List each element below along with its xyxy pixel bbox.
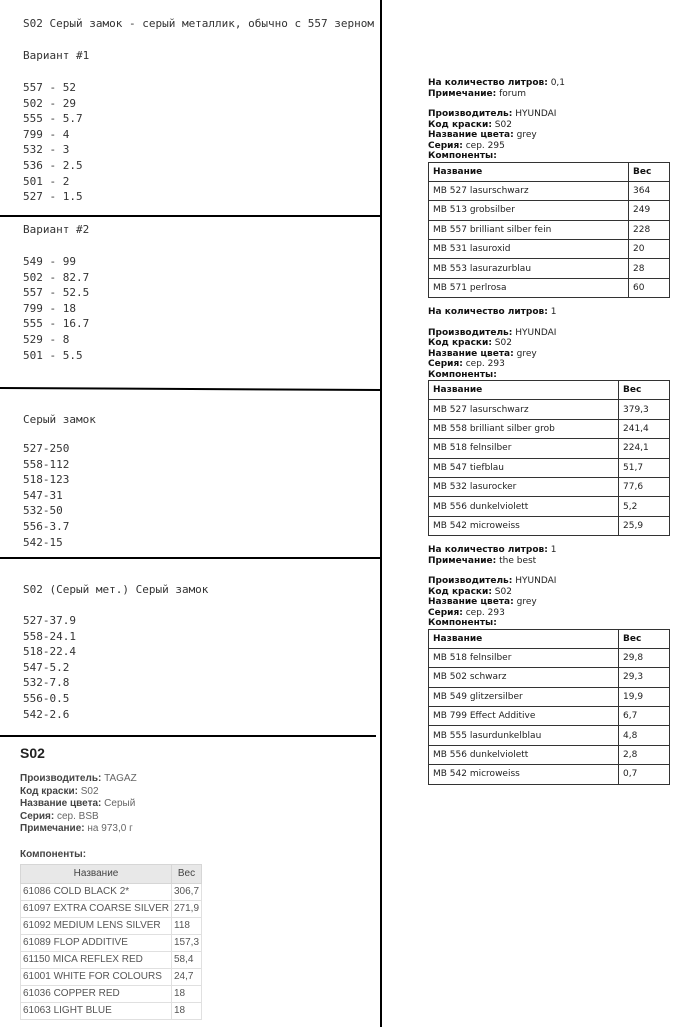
table-row: MB 518 felnsilber 224,1 [429, 439, 670, 458]
s02-grey-met-block [23, 582, 373, 722]
recipe-2 [428, 307, 670, 536]
table-row: 61036 COPPER RED 18 [21, 985, 202, 1002]
formula-line: 527 - 1.5 [23, 190, 83, 204]
table-row: MB 502 schwarz 29,3 [429, 668, 670, 687]
recipe-1 [428, 78, 670, 298]
table-header-row: Название Вес [429, 629, 670, 648]
formula-line: 529 - 8 [23, 332, 70, 346]
note-field: Примечание: the best [428, 555, 537, 566]
components-table [428, 629, 670, 785]
table-row: MB 553 lasurazurblau 28 [429, 259, 670, 278]
formula-line: 799 - 18 [23, 301, 76, 315]
components-label: Компоненты: [428, 151, 497, 161]
s02-grey-met-title: S02 (Серый мет.) Серый замок [23, 583, 209, 596]
field-series: Серия: сер. 295 [428, 140, 505, 151]
table-row: MB 555 lasurdunkelblau 4,8 [429, 726, 670, 745]
formula-line: 527-37.9 [23, 614, 76, 627]
divider-2 [0, 387, 381, 391]
s02-card-title: S02 [20, 745, 45, 761]
divider-3 [0, 557, 381, 559]
formula-line: 502 - 29 [23, 96, 76, 110]
divider-1 [0, 215, 381, 217]
variant-2-title: Вариант #2 [23, 223, 90, 236]
variant-1-block [23, 16, 373, 205]
table-row: 61097 EXTRA COARSE SILVER 271,9 [21, 900, 202, 917]
liters-field: На количество литров: 1 [428, 545, 557, 555]
formula-line: 542-15 [23, 535, 63, 549]
s02-grey-met-lines [23, 613, 373, 722]
formula-line: 549 - 99 [23, 255, 76, 268]
liters-field: На количество литров: 0,1 [428, 78, 566, 88]
formula-line: 557 - 52 [23, 81, 76, 94]
table-row: 61086 COLD BLACK 2* 306,7 [21, 883, 202, 900]
components-table [428, 162, 670, 299]
table-row: MB 527 lasurschwarz 379,3 [429, 400, 670, 419]
table-row: MB 571 perlrosa 60 [429, 278, 670, 297]
liters-field: На количество литров: 1 [428, 307, 557, 317]
grey-lock-lines [23, 441, 373, 550]
field-manufacturer: Производитель: TAGAZ [20, 773, 137, 784]
s02-components-table [20, 864, 202, 1020]
field-manufacturer: Производитель: HYUNDAI [428, 576, 557, 586]
field-manufacturer: Производитель: HYUNDAI [428, 327, 557, 338]
table-row: MB 513 grobsilber 249 [429, 201, 670, 220]
table-row: MB 527 lasurschwarz 364 [429, 181, 670, 200]
table-row: 61092 MEDIUM LENS SILVER 118 [21, 917, 202, 934]
field-paint-code: Код краски: S02 [428, 586, 512, 597]
table-row: MB 532 lasurocker 77,6 [429, 477, 670, 496]
table-row: MB 518 felnsilber 29,8 [429, 648, 670, 667]
table-row: MB 799 Effect Additive 6,7 [429, 707, 670, 726]
table-row: 61001 WHITE FOR COLOURS 24,7 [21, 968, 202, 985]
field-series: Серия: сер. 293 [428, 607, 505, 618]
formula-line: 502 - 82.7 [23, 270, 90, 284]
table-row: 61063 LIGHT BLUE 18 [21, 1002, 202, 1019]
table-row: MB 547 tiefblau 51,7 [429, 458, 670, 477]
table-row: 61089 FLOP ADDITIVE 157,3 [21, 934, 202, 951]
grey-lock-title: Серый замок [23, 413, 96, 426]
formula-line: 558-112 [23, 457, 70, 471]
table-header-row [21, 864, 202, 883]
table-header-row: Название Вес [429, 162, 670, 181]
table-header-row: Название Вес [429, 381, 670, 400]
field-color-name: Название цвета: Серый [20, 798, 136, 810]
table-row: MB 556 dunkelviolett 2,8 [429, 745, 670, 764]
field-paint-code: Код краски: S02 [20, 785, 99, 797]
formula-line: 532-7.8 [23, 676, 70, 690]
components-table [428, 380, 670, 536]
field-color-name: Название цвета: grey [428, 130, 537, 140]
page-header: S02 Серый замок - серый металлик, обычно с 557 зерном [23, 17, 374, 30]
formula-line: 501 - 2 [23, 174, 70, 188]
formula-line: 532 - 3 [23, 143, 70, 157]
field-note: Примечание: на 973,0 г [20, 823, 133, 835]
field-paint-code: Код краски: S02 [428, 119, 512, 130]
table-row: MB 549 glitzersilber 19,9 [429, 687, 670, 706]
field-paint-code: Код краски: S02 [428, 338, 512, 348]
formula-line: 527-250 [23, 442, 70, 455]
table-row: MB 556 dunkelviolett 5,2 [429, 497, 670, 516]
formula-line: 556-0.5 [23, 691, 70, 705]
formula-line: 555 - 5.7 [23, 112, 83, 126]
formula-line: 501 - 5.5 [23, 348, 83, 362]
formula-line: 799 - 4 [23, 127, 70, 141]
recipe-3 [428, 545, 670, 785]
formula-line: 547-31 [23, 488, 63, 502]
formula-line: 536 - 2.5 [23, 158, 83, 172]
table-row: MB 557 brilliant silber fein 228 [429, 220, 670, 239]
divider-4 [0, 735, 376, 737]
variant-2-lines [23, 254, 373, 363]
grey-lock-block [23, 412, 373, 550]
formula-line: 532-50 [23, 504, 63, 518]
components-label: Компоненты: [20, 848, 87, 860]
table-row: MB 558 brilliant silber grob 241,4 [429, 419, 670, 438]
table-row: MB 542 microweiss 0,7 [429, 765, 670, 784]
formula-line: 557 - 52.5 [23, 286, 90, 300]
field-manufacturer: Производитель: HYUNDAI [428, 109, 557, 119]
formula-line: 547-5.2 [23, 660, 70, 674]
variant-1-title: Вариант #1 [23, 49, 90, 62]
formula-line: 518-22.4 [23, 645, 76, 659]
vertical-divider [380, 0, 382, 1027]
formula-line: 542-2.6 [23, 707, 70, 721]
table-row: 61150 MICA REFLEX RED 58,4 [21, 951, 202, 968]
s02-card [20, 745, 220, 1020]
note-field: Примечание: forum [428, 88, 526, 99]
formula-line: 555 - 16.7 [23, 317, 90, 331]
components-label: Компоненты: [428, 618, 497, 628]
formula-line: 558-24.1 [23, 629, 76, 643]
field-color-name: Название цвета: grey [428, 597, 537, 607]
variant-1-lines [23, 80, 373, 205]
col-name-header: Название [21, 864, 172, 883]
table-row: MB 531 lasuroxid 20 [429, 240, 670, 259]
field-series: Серия: сер. BSB [20, 810, 99, 822]
field-series: Серия: сер. 293 [428, 359, 505, 369]
components-label: Компоненты: [428, 369, 497, 380]
table-row: MB 542 microweiss 25,9 [429, 516, 670, 535]
variant-2-block [23, 222, 373, 363]
formula-line: 556-3.7 [23, 519, 70, 533]
formula-line: 518-123 [23, 473, 70, 487]
col-weight-header: Вес [172, 864, 202, 883]
field-color-name: Название цвета: grey [428, 348, 537, 359]
